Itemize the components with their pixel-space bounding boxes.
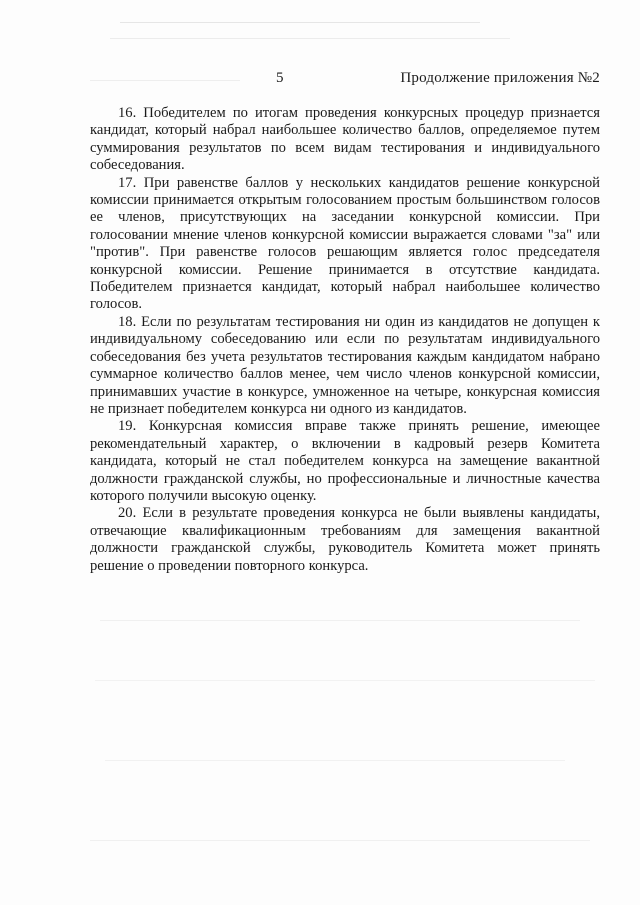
- scan-artifact: [90, 840, 590, 841]
- scan-artifact: [95, 680, 595, 681]
- appendix-continuation-note: Продолжение приложения №2: [400, 70, 600, 86]
- scan-artifact: [100, 620, 580, 621]
- document-body: [90, 105, 600, 575]
- paragraph-18: 18. Если по результатам тестирования ни один из кандидатов не допущен к индивидуальному собеседованию или если по результатам индивидуального собеседования без учета результатов тестирования каждым кандидатом набрано суммарное количество баллов менее, чем число членов конкурсной комиссии, принимавших участие в конкурсе, умноженное на четыре, конкурсная комиссия не признает победителем конкурса ни одного из кандидатов.: [90, 313, 600, 417]
- paragraph-19: 19. Конкурсная комиссия вправе также принять решение, имеющее рекомендательный характер, о включении в кадровый резерв Комитета кандидата, который не стал победителем конкурса на замещение вакантной должности гражданской службы, но профессиональные и личностные качества которого получили высокую оценку.: [90, 418, 600, 504]
- scan-artifact: [105, 760, 565, 761]
- paragraph-17: 17. При равенстве баллов у нескольких кандидатов решение конкурсной комиссии принимается открытым голосованием простым большинством голосов ее членов, присутствующих на заседании конкурсной комиссии. При голосовании мнение членов конкурсной комиссии выражается словами "за" или "против". При равенстве голосов решающим является голос председателя конкурсной комиссии. Решение принимается в отсутствие кандидата. Победителем признается кандидат, который набрал наибольшее количество голосов.: [90, 174, 600, 313]
- page-header: [0, 70, 640, 90]
- scan-artifact: [120, 22, 480, 23]
- paragraph-20: 20. Если в результате проведения конкурса не были выявлены кандидаты, отвечающие квалификационным требованиям для замещения вакантной должности гражданской службы, руководитель Комитета может принять решение о проведении повторного конкурса.: [90, 505, 600, 574]
- page-number: 5: [276, 70, 284, 86]
- scan-artifact: [110, 38, 510, 39]
- paragraph-16: 16. Победителем по итогам проведения конкурсных процедур признается кандидат, который набрал наибольшее количество баллов, определяемое путем суммирования результатов по всем видам тестирования и индивидуального собеседования.: [90, 105, 600, 174]
